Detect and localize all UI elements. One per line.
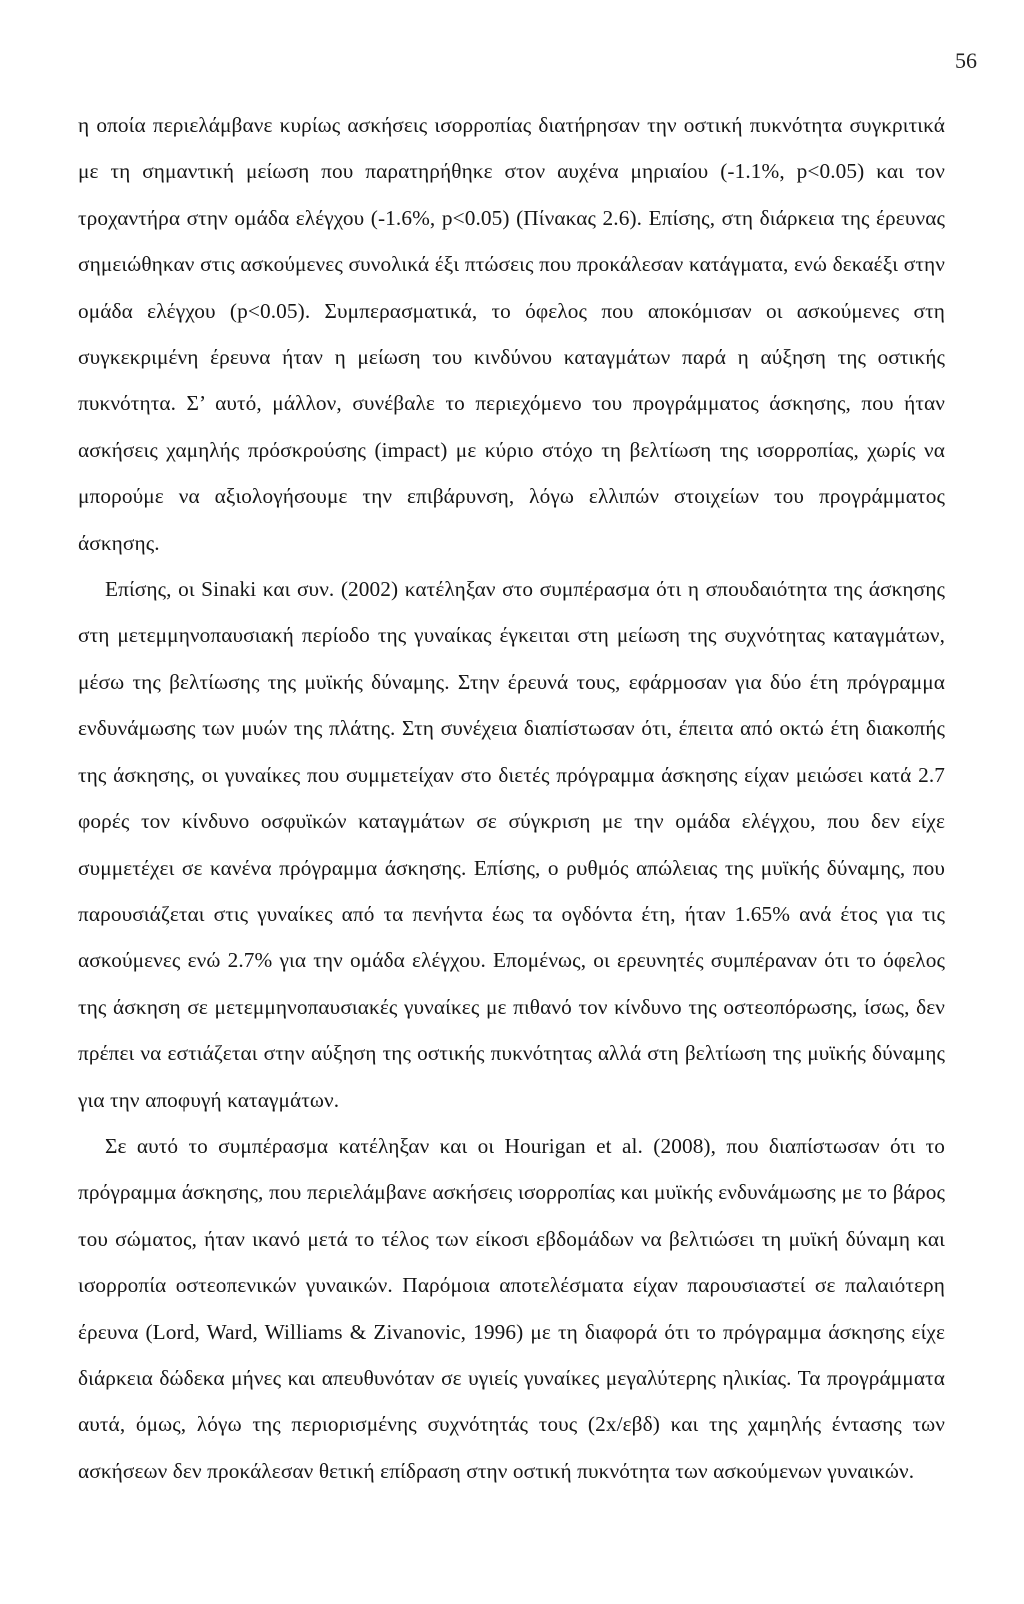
paragraph-2: Επίσης, οι Sinaki και συν. (2002) κατέληξαν στο συμπέρασμα ότι η σπουδαιότητα της άσκησης στη μετεμμηνοπαυσιακή περίοδο της γυναίκας έγκειται στη μείωση της συχνότητας καταγμάτων, μέσω της βελτίωσης της μυϊκής δύναμης. Στην έρευνά τους, εφάρμοσαν για δύο έτη πρόγραμμα ενδυνάμωσης των μυών της πλάτης. Στη συνέχεια διαπίστωσαν ότι, έπειτα από οκτώ έτη διακοπής της άσκησης, οι γυναίκες που συμμετείχαν στο διετές πρόγραμμα άσκησης είχαν μειώσει κατά 2.7 φορές τον κίνδυνο οσφυϊκών καταγμάτων σε σύγκριση με την ομάδα ελέγχου, που δεν είχε συμμετέχει σε κανένα πρόγραμμα άσκησης. Επίσης, ο ρυθμός απώλειας της μυϊκής δύναμης, που παρουσιάζεται στις γυναίκες από τα πενήντα έως τα ογδόντα έτη, ήταν 1.65% ανά έτος για τις ασκούμενες ενώ 2.7% για την ομάδα ελέγχου. Επομένως, οι ερευνητές συμπέραναν ότι το όφελος της άσκηση σε μετεμμηνοπαυσιακές γυναίκες με πιθανό τον κίνδυνο της οστεοπόρωσης, ίσως, δεν πρέπει να εστιάζεται στην αύξηση της οστικής πυκνότητας αλλά στη βελτίωση της μυϊκής δύναμης για την αποφυγή καταγμάτων. [78, 577, 945, 1112]
paragraph-1: η οποία περιελάμβανε κυρίως ασκήσεις ισορροπίας διατήρησαν την οστική πυκνότητα συγκριτικά με τη σημαντική μείωση που παρατηρήθηκε στον αυχένα μηριαίου (-1.1%, p<0.05) και τον τροχαντήρα στην ομάδα ελέγχου (-1.6%, p<0.05) (Πίνακας 2.6). Επίσης, στη διάρκεια της έρευνας σημειώθηκαν στις ασκούμενες συνολικά έξι πτώσεις που προκάλεσαν κατάγματα, ενώ δεκαέξι στην ομάδα ελέγχου (p<0.05). Συμπερασματικά, το όφελος που αποκόμισαν οι ασκούμενες στη συγκεκριμένη έρευνα ήταν η μείωση του κινδύνου καταγμάτων παρά η αύξηση της οστικής πυκνότητα. Σ’ αυτό, μάλλον, συνέβαλε το περιεχόμενο του προγράμματος άσκησης, που ήταν ασκήσεις χαμηλής πρόσκρούσης (impact) με κύριο στόχο τη βελτίωση της ισορροπίας, χωρίς να μπορούμε να αξιολογήσουμε την επιβάρυνση, λόγω ελλιπών στοιχείων του προγράμματος άσκησης. [78, 113, 945, 555]
paragraph-3: Σε αυτό το συμπέρασμα κατέληξαν και οι Hourigan et al. (2008), που διαπίστωσαν ότι το πρόγραμμα άσκησης, που περιελάμβανε ασκήσεις ισορροπίας και μυϊκής ενδυνάμωσης με το βάρος του σώματος, ήταν ικανό μετά το τέλος των είκοσι εβδομάδων να βελτιώσει τη μυϊκή δύναμη και ισορροπία οστεοπενικών γυναικών. Παρόμοια αποτελέσματα είχαν παρουσιαστεί σε παλαιότερη έρευνα (Lord, Ward, Williams & Zivanovic, 1996) με τη διαφορά ότι το πρόγραμμα άσκησης είχε διάρκεια δώδεκα μήνες και απευθυνόταν σε υγιείς γυναίκες μεγαλύτερης ηλικίας. Τα προγράμματα αυτά, όμως, λόγω της περιορισμένης συχνότητάς τους (2x/εβδ) και της χαμηλής έντασης των ασκήσεων δεν προκάλεσαν θετική επίδραση στην οστική πυκνότητα των ασκούμενων γυναικών. [78, 1133, 945, 1483]
body-text [78, 102, 945, 1494]
page-number: 56 [955, 48, 977, 73]
